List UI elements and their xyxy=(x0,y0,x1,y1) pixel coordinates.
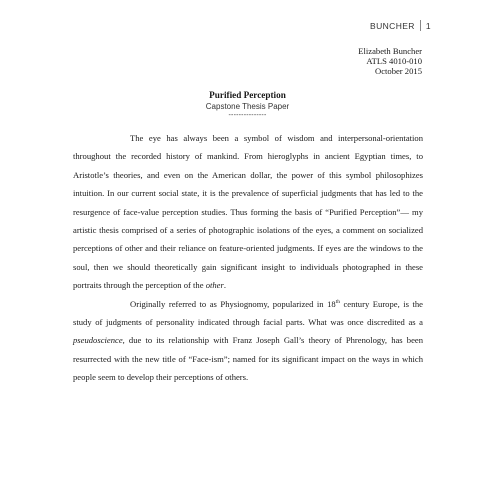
title-divider: --------------- xyxy=(228,112,267,119)
running-head-divider xyxy=(420,20,421,31)
paragraph-2-part3: , due to its relationship with Franz Joseph Gall’s theory of Phrenology, has been resurrected with the new title of “Face-ism”; named for its significant impact on the ways in which people seem to develop their perceptions of others. xyxy=(73,335,423,383)
author-name: Elizabeth Buncher xyxy=(358,46,422,56)
body-text xyxy=(73,129,423,387)
author-block xyxy=(358,46,422,76)
paragraph-2-part2: century Europe, is the study of judgments of personality indicated through facial parts. What was once discredited as a xyxy=(73,298,423,328)
page-number: 1 xyxy=(425,20,431,31)
title-block xyxy=(0,89,495,120)
course-code: ATLS 4010-010 xyxy=(366,56,422,66)
document-date: October 2015 xyxy=(374,66,422,76)
paragraph-2-part1: Originally referred to as Physiognomy, popularized in 18 xyxy=(130,298,336,309)
running-head-name: BUNCHER xyxy=(370,20,415,31)
paper-title: Purified Perception xyxy=(209,90,286,100)
paragraph-1-italic: other xyxy=(205,280,224,291)
paragraph-1-text: The eye has always been a symbol of wisdom and interpersonal-orientation throughout the recorded history of mankind. From hieroglyphs in ancient Egyptian times, to Aristotle’s theories, and even on the American dollar, the power of this symbol philosophizes intuition. In our current social state, it is the prevalence of superficial judgments that has led to the resurgence of face-value perception studies. Thus forming the basis of “Purified Perception”— my artistic thesis comprised of a series of photographic isolations of the eyes, a comment on socialized perceptions of other and their reliance on feature-oriented judgments. If eyes are the windows to the soul, then we should theoretically gain significant insight to individuals photographed in these portraits through the perception of the xyxy=(73,133,423,291)
running-head xyxy=(370,20,431,31)
paper-subtitle: Capstone Thesis Paper xyxy=(205,102,290,111)
paragraph-1 xyxy=(73,129,423,295)
paragraph-2 xyxy=(73,295,423,387)
paragraph-2-italic: pseudoscience xyxy=(73,335,123,346)
paragraph-2-superscript: th xyxy=(335,298,340,305)
paragraph-1-end: . xyxy=(223,280,226,291)
